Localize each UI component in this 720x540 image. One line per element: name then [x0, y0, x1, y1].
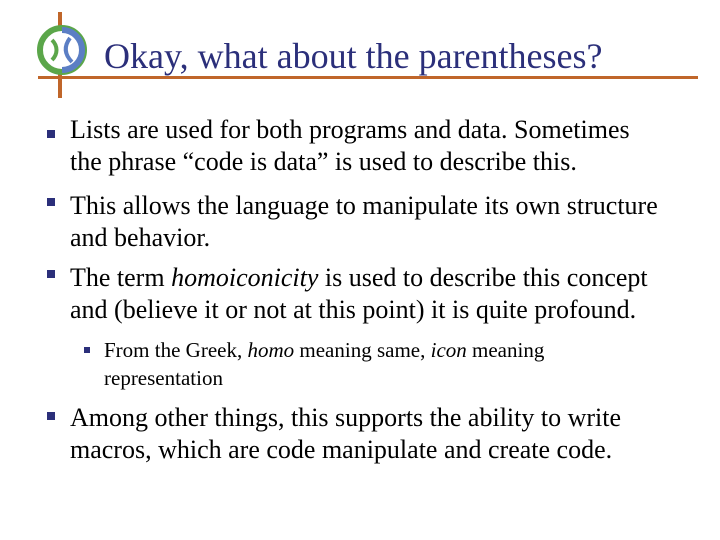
sub-bullet-marker: [84, 347, 90, 353]
bullet-4-line-1: Among other things, this supports the ability to write: [70, 403, 622, 432]
bullet-text-1: [70, 114, 710, 178]
slide-title: Okay, what about the parentheses?: [104, 36, 603, 76]
bullet-marker: [47, 270, 55, 278]
sub-text-a: From the Greek,: [104, 338, 248, 362]
sub-bullet-line-2: representation: [104, 366, 223, 390]
bullet-marker: [47, 198, 55, 206]
bullet-marker: [47, 130, 55, 138]
bullet-3-text-b: is used to describe this concept: [318, 263, 648, 292]
bullet-4-line-2: macros, which are code manipulate and create code.: [70, 435, 613, 464]
bullet-3-emphasis: homoiconicity: [171, 263, 319, 292]
sub-bullet-line-1: [104, 336, 684, 364]
bullet-2-line-1: This allows the language to manipulate its own structure: [70, 191, 658, 220]
bullet-3-line-2: and (believe it or not at this point) it is quite profound.: [70, 295, 637, 324]
bullet-text-3: [70, 262, 710, 326]
bullet-3-line-1: [70, 262, 710, 294]
bullet-1-line-1: Lists are used for both programs and data. Sometimes: [70, 115, 630, 144]
bullet-text-2: [70, 190, 710, 254]
sub-text-b: meaning same,: [294, 338, 431, 362]
sub-emphasis-homo: homo: [247, 338, 295, 362]
sub-emphasis-icon: icon: [430, 338, 467, 362]
clojure-logo-icon: [36, 24, 88, 76]
bullet-2-line-2: and behavior.: [70, 223, 211, 252]
bullet-1-line-2: the phrase “code is data” is used to describe this.: [70, 147, 577, 176]
sub-bullet-text: [104, 336, 684, 392]
bullet-text-4: [70, 402, 710, 466]
title-rule-horizontal: [38, 76, 698, 79]
sub-text-c: meaning: [466, 338, 545, 362]
bullet-marker: [47, 412, 55, 420]
bullet-3-text-a: The term: [70, 263, 172, 292]
